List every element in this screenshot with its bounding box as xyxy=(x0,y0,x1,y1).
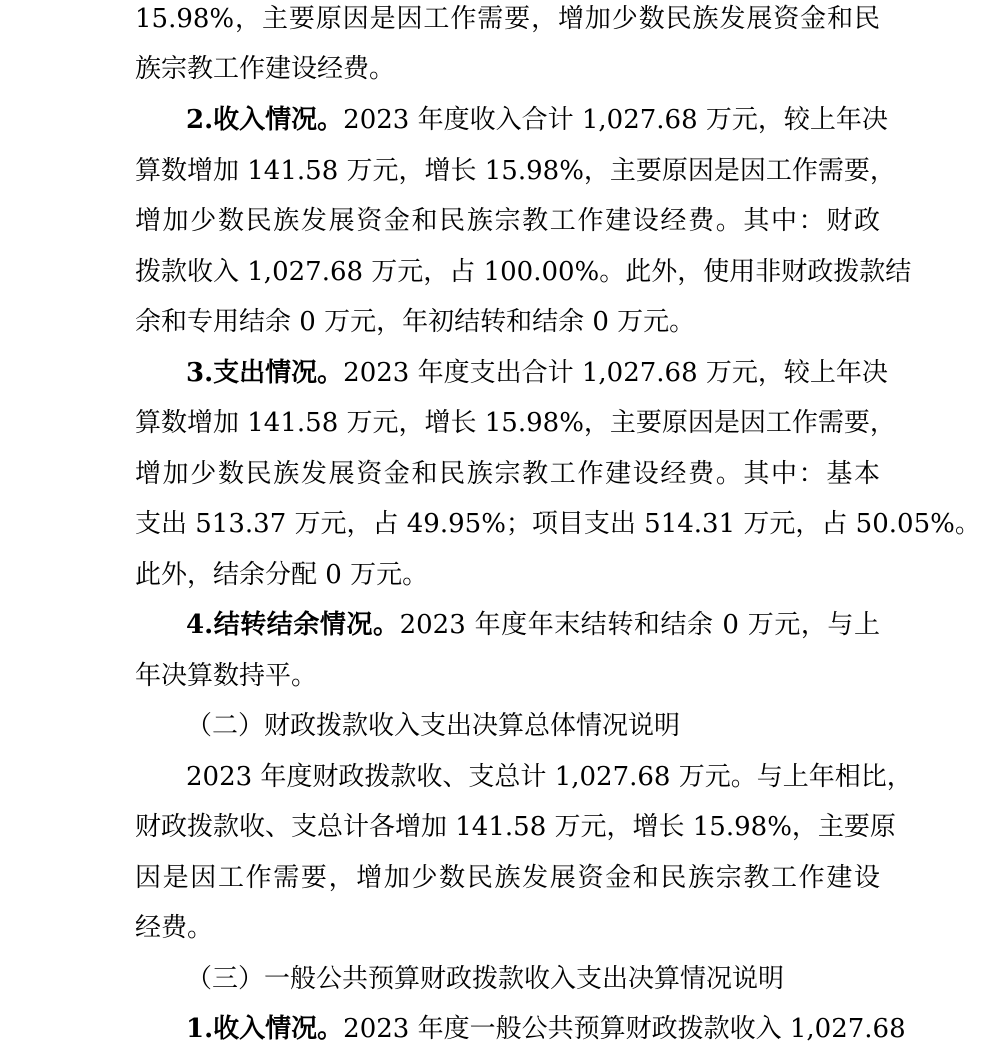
section-heading-income: 1.收入情况。 xyxy=(186,1014,344,1044)
paragraph-line xyxy=(135,457,880,491)
section-heading-income: 2.收入情况。 xyxy=(186,105,344,135)
subsection-heading-text: （二）财政拨款收入支出决算总体情况说明 xyxy=(186,711,681,741)
line-text: 算数增加 141.58 万元，增长 15.98%，主要原因是因工作需要， xyxy=(135,408,896,438)
line-text: 算数增加 141.58 万元，增长 15.98%，主要原因是因工作需要， xyxy=(135,156,896,186)
line-text: 2023 年度财政拨款收、支总计 1,027.68 万元。与上年相比， xyxy=(186,762,913,792)
paragraph-line xyxy=(186,1012,906,1046)
subsection-heading-text: （三）一般公共预算财政拨款收入支出决算情况说明 xyxy=(186,964,785,994)
line-text: 此外，结余分配 0 万元。 xyxy=(135,560,429,590)
section-heading-carryover: 4.结转结余情况。 xyxy=(186,610,400,640)
paragraph-line xyxy=(135,406,896,440)
paragraph-line xyxy=(135,305,880,339)
paragraph-line xyxy=(135,558,880,592)
line-text: 2023 年度收入合计 1,027.68 万元，较上年决 xyxy=(343,105,888,135)
paragraph-line xyxy=(135,507,981,541)
paragraph-line xyxy=(135,154,896,188)
paragraph-line xyxy=(135,659,880,693)
paragraph-line xyxy=(186,103,888,137)
line-text: 财政拨款收、支总计各增加 141.58 万元，增长 15.98%，主要原 xyxy=(135,812,896,842)
line-text: 支出 513.37 万元，占 49.95%；项目支出 514.31 万元，占 50.05%。 xyxy=(135,509,981,539)
subsection-heading xyxy=(186,962,880,996)
paragraph-line xyxy=(135,204,880,238)
line-text: 2023 年度年末结转和结余 0 万元，与上 xyxy=(399,610,880,640)
paragraph-line xyxy=(186,608,880,642)
line-text: 拨款收入 1,027.68 万元，占 100.00%。此外，使用非财政拨款结 xyxy=(135,257,912,287)
paragraph-line xyxy=(135,810,896,844)
paragraph-line xyxy=(135,911,880,945)
paragraph-line xyxy=(135,861,880,895)
line-text: 2023 年度支出合计 1,027.68 万元，较上年决 xyxy=(343,358,888,388)
section-heading-expenditure: 3.支出情况。 xyxy=(186,358,344,388)
paragraph-line xyxy=(135,255,912,289)
paragraph-line xyxy=(186,760,913,794)
line-text: 族宗教工作建设经费。 xyxy=(135,54,396,84)
line-text: 经费。 xyxy=(135,913,214,943)
paragraph-line xyxy=(186,356,888,390)
subsection-heading xyxy=(186,709,880,743)
line-text: 年决算数持平。 xyxy=(135,661,318,691)
line-text: 余和专用结余 0 万元，年初结转和结余 0 万元。 xyxy=(135,307,696,337)
line-text: 15.98%，主要原因是因工作需要，增加少数民族发展资金和民 xyxy=(135,4,880,34)
line-text: 增加少数民族发展资金和民族宗教工作建设经费。其中：财政 xyxy=(135,206,880,236)
line-text: 2023 年度一般公共预算财政拨款收入 1,027.68 xyxy=(343,1014,906,1044)
line-text: 增加少数民族发展资金和民族宗教工作建设经费。其中：基本 xyxy=(135,459,880,489)
paragraph-line xyxy=(135,2,880,36)
paragraph-line xyxy=(135,52,880,86)
line-text: 因是因工作需要，增加少数民族发展资金和民族宗教工作建设 xyxy=(135,863,880,893)
